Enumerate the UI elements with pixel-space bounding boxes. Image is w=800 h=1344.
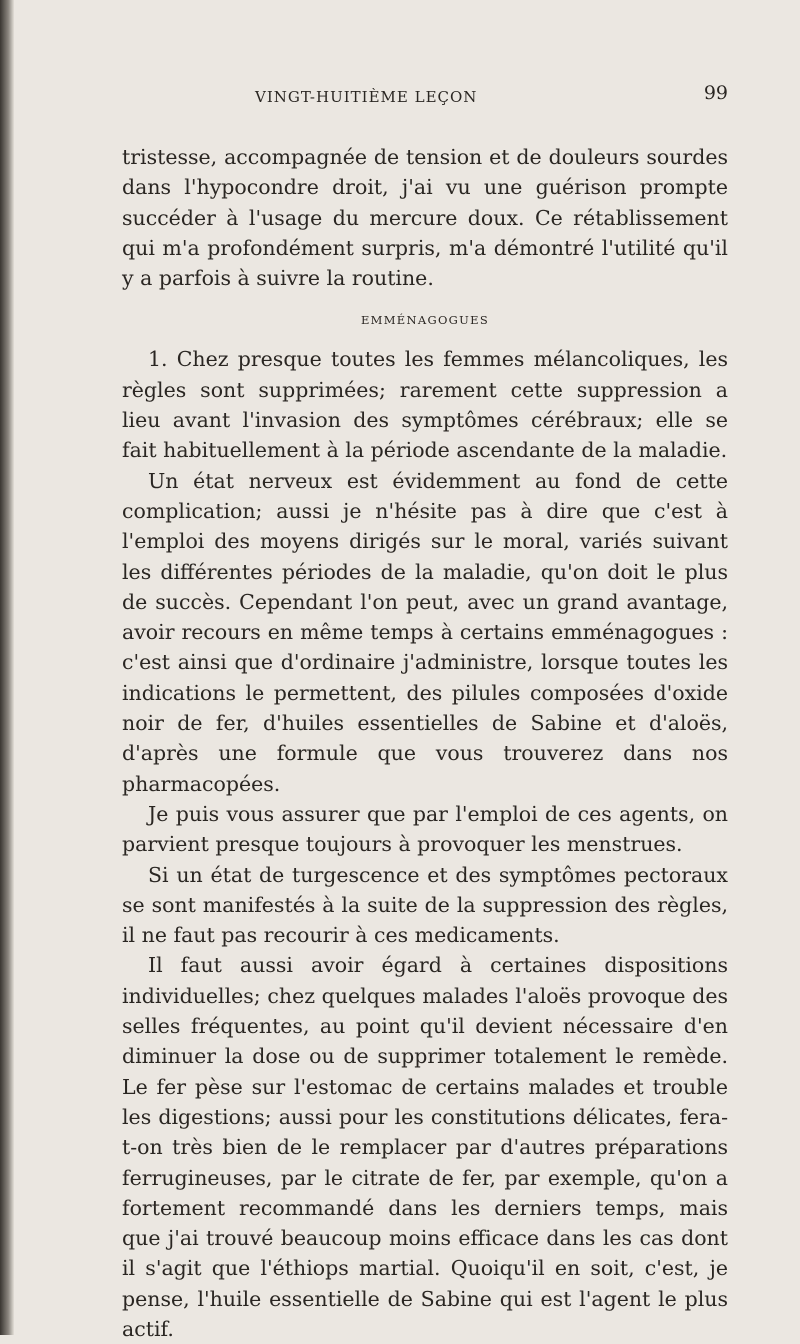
page-binding-edge <box>0 0 14 1335</box>
paragraph-5: Il faut aussi avoir égard à certaines dispositions individuelles; chez quelques malades l'aloës provoque des selles fréquentes, au point qu'il devient nécessaire d'en diminuer la dose ou de supprimer totalement le remède. Le fer pèse sur l'estomac de certains malades et trouble les digestions; aussi pour les constitutions délicates, fera-t-on très bien de le remplacer par d'autres préparations ferrugineuses, par le citrate de fer, par exemple, qu'on a fortement recommandé dans les derniers temps, mais que j'ai trouvé beaucoup moins efficace dans les cas dont il s'agit que l'éthiops martial. Quoiqu'il en soit, c'est, je pense, l'huile essentielle de Sabine qui est l'agent le plus actif. <box>122 953 728 1341</box>
paragraph-4: Si un état de turgescence et des symptômes pectoraux se sont manifestés à la suite de la suppression des règles, il ne faut pas recourir à ces medicaments. <box>122 862 728 948</box>
page-number: 99 <box>703 82 728 104</box>
paragraph-2: Un état nerveux est évidemment au fond de cette complication; aussi je n'hésite pas à dire que c'est à l'emploi des moyens dirigés sur le moral, variés suivant les différentes périodes de la maladie, qu'on doit le plus de succès. Cependant l'on peut, avec un grand avantage, avoir recours en même temps à certains emménagogues : c'est ainsi que d'ordinaire j'administre, lorsque toutes les indications le permettent, des pilules composées d'oxide noir de fer, d'huiles essentielles de Sabine et d'aloës, d'après une formule que vous trouverez dans nos pharmacopées. <box>122 468 728 796</box>
paragraph-1: 1. Chez presque toutes les femmes mélancoliques, les règles sont supprimées; rarement cette suppression a lieu avant l'invasion des symptômes cérébraux; elle se fait habituellement à la période ascendante de la maladie. <box>122 347 728 463</box>
running-header <box>122 82 728 112</box>
section-title: EMMÉNAGOGUES <box>360 313 490 328</box>
paragraph-3: Je puis vous assurer que par l'emploi de ces agents, on parvient presque toujours à provoquer les menstrues. <box>122 801 728 857</box>
running-title: VINGT-HUITIÈME LEÇON <box>255 88 478 106</box>
intro-paragraph: tristesse, accompagnée de tension et de douleurs sourdes dans l'hypocondre droit, j'ai vu une guérison prompte succéder à l'usage du mercure doux. Ce rétablissement qui m'a profondément surpris, m'a démontré l'utilité qu'il y a parfois à suivre la routine. <box>122 145 728 291</box>
text-body <box>122 142 728 1344</box>
